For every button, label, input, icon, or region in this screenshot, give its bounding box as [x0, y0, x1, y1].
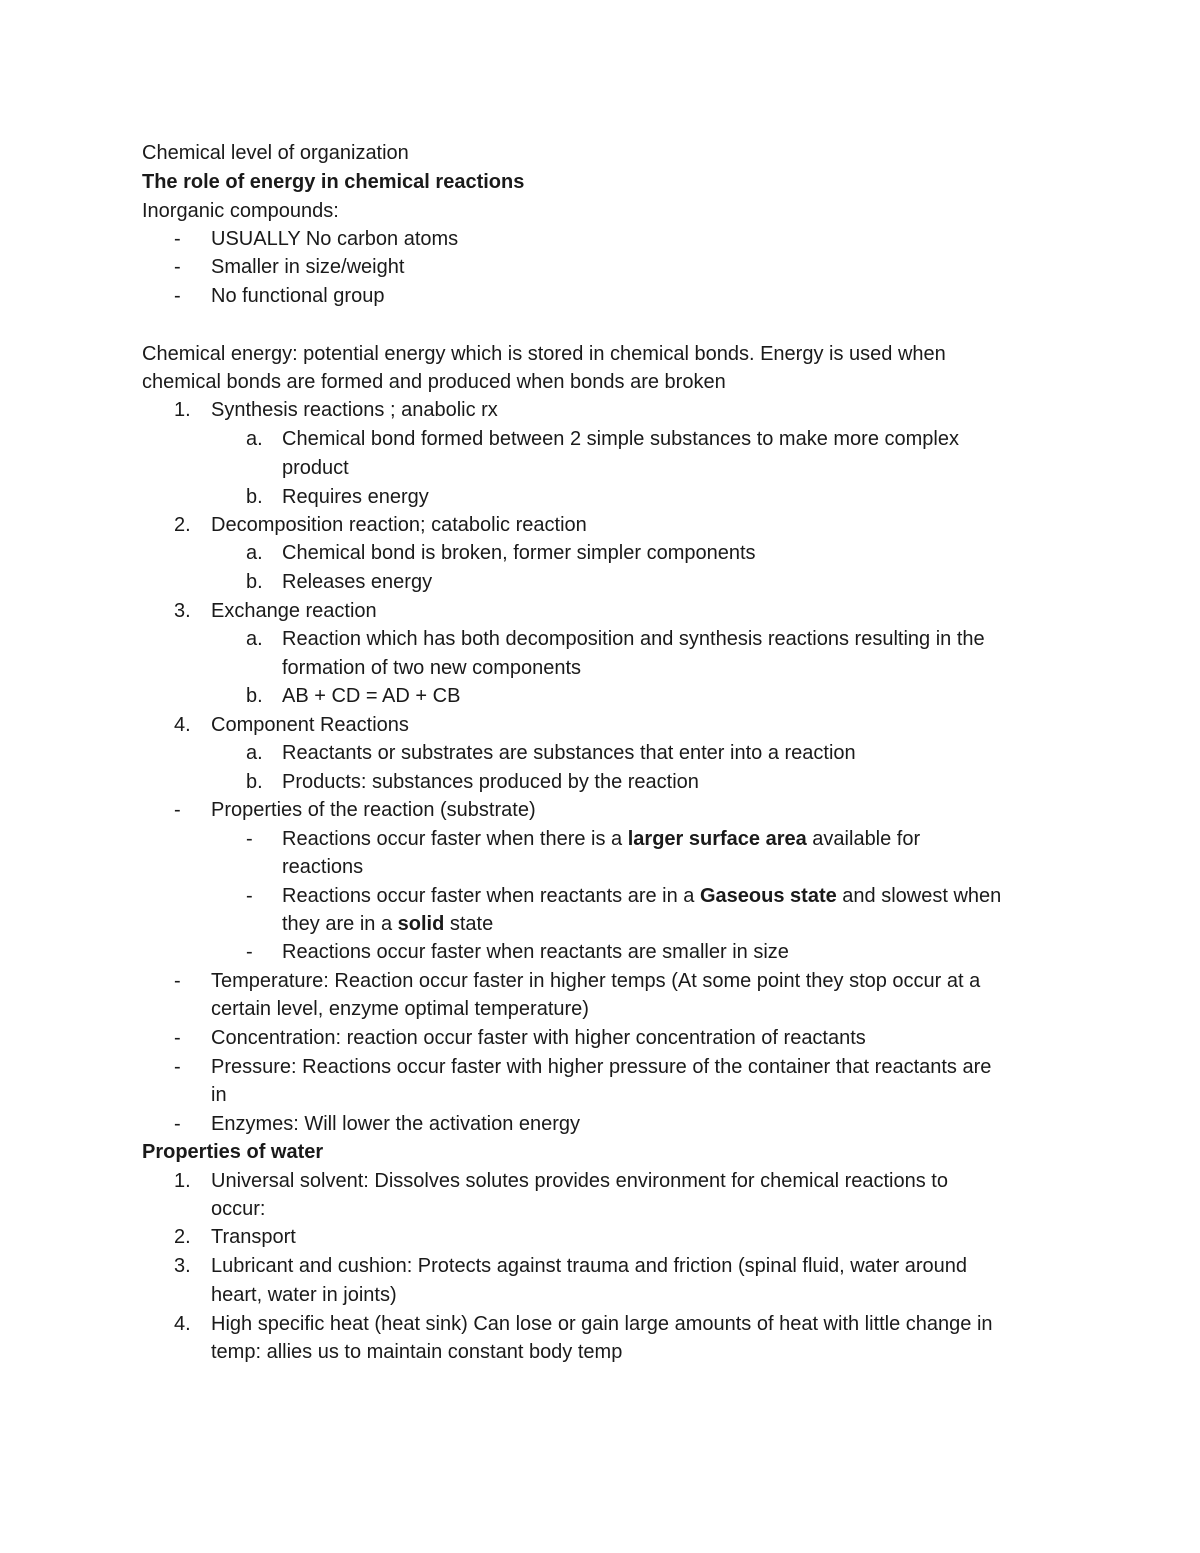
list-letter: b. — [246, 771, 263, 793]
bullet-dash: - — [246, 885, 253, 907]
reaction-detail: formation of two new components — [282, 657, 582, 679]
reaction-detail: Releases energy — [282, 571, 433, 593]
list-letter: a. — [246, 742, 263, 764]
list-letter: b. — [246, 685, 263, 707]
document-title: Chemical level of organization — [142, 142, 409, 164]
water-item: occur: — [211, 1198, 266, 1220]
reaction-detail: Reactants or substrates are substances that enter into a reaction — [282, 742, 856, 764]
reaction-detail: Requires energy — [282, 486, 429, 508]
water-item: temp: allies us to maintain constant body temp — [211, 1341, 623, 1363]
bullet-dash: - — [174, 1056, 181, 1078]
bullet-dash: - — [174, 285, 181, 307]
property-line — [282, 825, 920, 853]
list-letter: a. — [246, 542, 263, 564]
property-text: state — [444, 913, 494, 935]
inorganic-item: Smaller in size/weight — [211, 256, 405, 278]
property-bold-text: larger surface area — [627, 828, 807, 850]
water-item: High specific heat (heat sink) Can lose or gain large amounts of heat with little change in — [211, 1313, 993, 1335]
list-number: 1. — [174, 399, 191, 421]
list-number: 4. — [174, 714, 191, 736]
property-text: they are in a — [282, 913, 398, 935]
property-line — [282, 910, 493, 938]
bullet-dash: - — [174, 228, 181, 250]
list-number: 3. — [174, 600, 191, 622]
property-text: available for — [806, 828, 921, 850]
reaction-detail: AB + CD = AD + CB — [282, 685, 461, 707]
factor-line: certain level, enzyme optimal temperature) — [211, 998, 589, 1020]
water-item: Lubricant and cushion: Protects against trauma and friction (spinal fluid, water around — [211, 1255, 967, 1277]
property-line: Reactions occur faster when reactants are smaller in size — [282, 941, 789, 963]
bullet-dash: - — [246, 941, 253, 963]
bullet-dash: - — [174, 799, 181, 821]
list-letter: a. — [246, 428, 263, 450]
property-text: Reactions occur faster when there is a — [282, 828, 628, 850]
energy-paragraph-line: chemical bonds are formed and produced when bonds are broken — [142, 371, 726, 393]
water-item: Transport — [211, 1226, 296, 1248]
reaction-title: Exchange reaction — [211, 600, 377, 622]
reaction-detail: Products: substances produced by the reaction — [282, 771, 699, 793]
bullet-dash: - — [174, 970, 181, 992]
list-number: 4. — [174, 1313, 191, 1335]
factor-line: in — [211, 1084, 227, 1106]
reaction-detail: Chemical bond formed between 2 simple substances to make more complex — [282, 428, 959, 450]
bullet-dash: - — [246, 828, 253, 850]
reaction-detail: Reaction which has both decomposition and synthesis reactions resulting in the — [282, 628, 985, 650]
factor-line: Temperature: Reaction occur faster in higher temps (At some point they stop occur at a — [211, 970, 981, 992]
list-number: 2. — [174, 1226, 191, 1248]
factor-line: Concentration: reaction occur faster with higher concentration of reactants — [211, 1027, 866, 1049]
property-text: Reactions occur faster when reactants are in a — [282, 885, 700, 907]
list-letter: b. — [246, 486, 263, 508]
reaction-title: Component Reactions — [211, 714, 409, 736]
section-heading-energy: The role of energy in chemical reactions — [142, 171, 525, 193]
section-heading-water: Properties of water — [142, 1141, 324, 1163]
factor-line: Enzymes: Will lower the activation energy — [211, 1113, 581, 1135]
property-text: and slowest when — [836, 885, 1002, 907]
list-letter: b. — [246, 571, 263, 593]
energy-paragraph-line: Chemical energy: potential energy which is stored in chemical bonds. Energy is used when — [142, 343, 946, 365]
water-item: heart, water in joints) — [211, 1284, 397, 1306]
inorganic-item: USUALLY No carbon atoms — [211, 228, 459, 250]
property-bold-text: Gaseous state — [700, 885, 837, 907]
properties-title: Properties of the reaction (substrate) — [211, 799, 536, 821]
list-number: 2. — [174, 514, 191, 536]
reaction-detail: Chemical bond is broken, former simpler components — [282, 542, 756, 564]
water-item: Universal solvent: Dissolves solutes provides environment for chemical reactions to — [211, 1170, 948, 1192]
reaction-title: Synthesis reactions ; anabolic rx — [211, 399, 498, 421]
property-line: reactions — [282, 856, 364, 878]
property-bold-text: solid — [397, 913, 445, 935]
bullet-dash: - — [174, 1113, 181, 1135]
factor-line: Pressure: Reactions occur faster with higher pressure of the container that reactants are — [211, 1056, 992, 1078]
inorganic-item: No functional group — [211, 285, 385, 307]
list-number: 1. — [174, 1170, 191, 1192]
list-letter: a. — [246, 628, 263, 650]
list-number: 3. — [174, 1255, 191, 1277]
reaction-detail: product — [282, 457, 349, 479]
bullet-dash: - — [174, 1027, 181, 1049]
bullet-dash: - — [174, 256, 181, 278]
inorganic-label: Inorganic compounds: — [142, 200, 339, 222]
reaction-title: Decomposition reaction; catabolic reaction — [211, 514, 587, 536]
property-line — [282, 882, 1001, 910]
